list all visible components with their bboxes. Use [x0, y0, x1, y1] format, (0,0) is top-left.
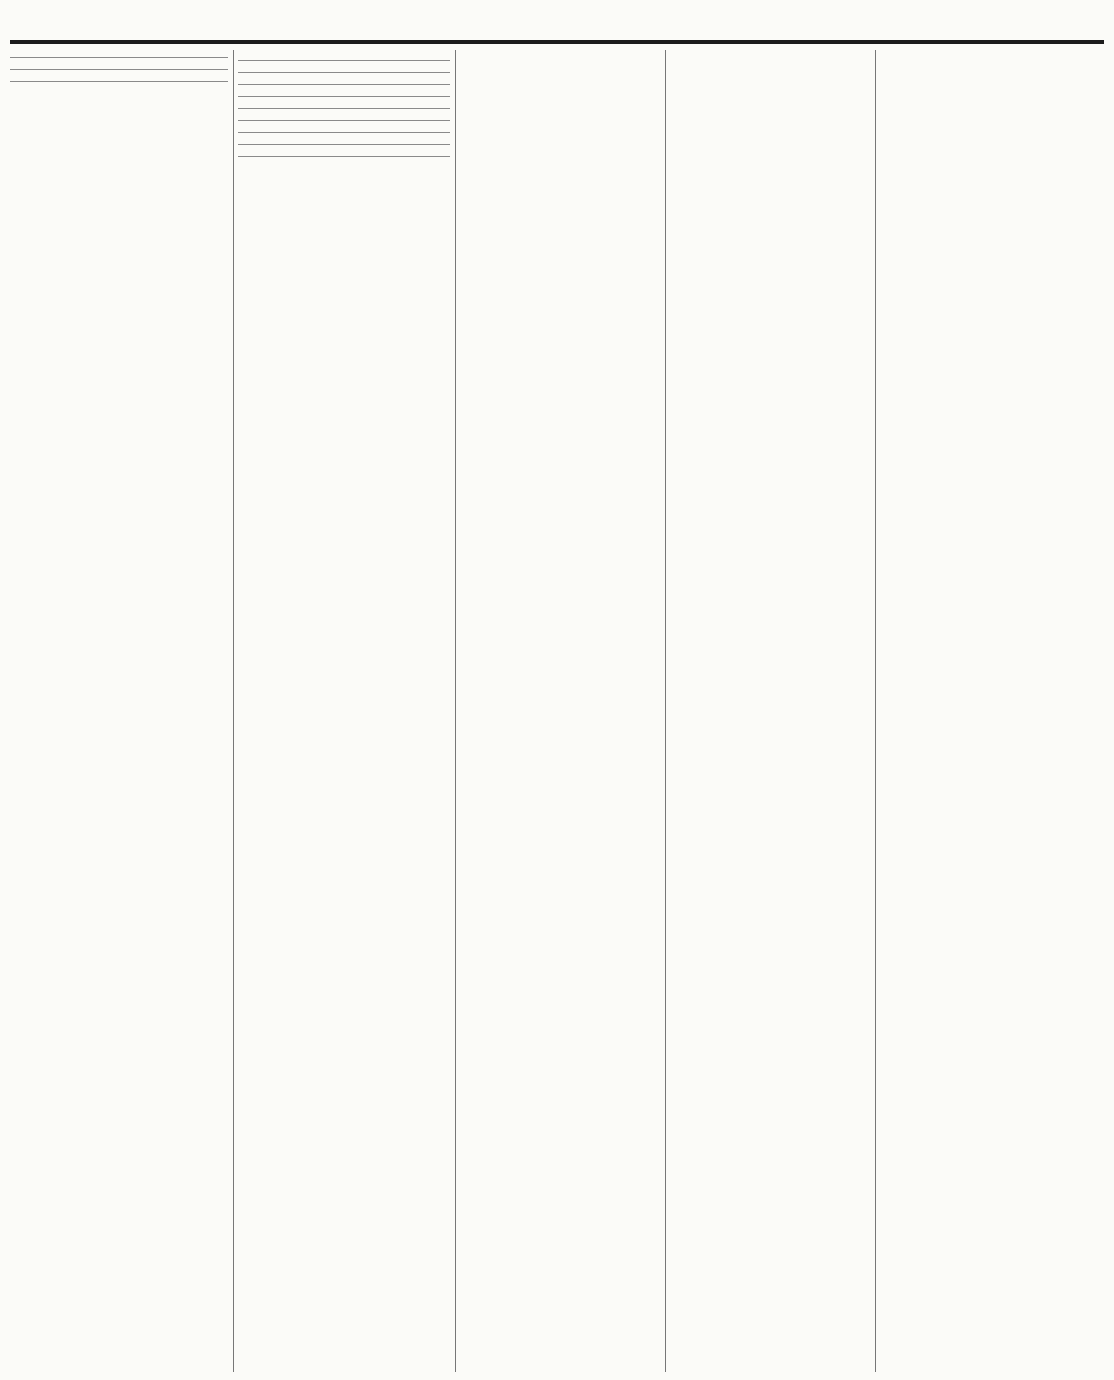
column-rule — [233, 50, 234, 1372]
ad-wanderer — [238, 65, 450, 73]
ad-henry-moss — [460, 50, 660, 57]
column-rule — [455, 50, 456, 1372]
ad-for-sale — [238, 101, 450, 109]
ad-to-be-let — [238, 161, 450, 168]
ad-woodford — [238, 137, 450, 145]
column-3 — [460, 50, 660, 1376]
ad-inwood — [238, 113, 450, 121]
column-2 — [238, 50, 450, 1376]
column-rule — [875, 50, 876, 1372]
ad-farmers-favourite — [10, 86, 228, 93]
ad-towton — [10, 50, 228, 58]
ad-notice-partnership — [238, 50, 450, 61]
masthead-rule — [10, 40, 1104, 44]
ad-duke — [10, 74, 228, 82]
ad-photographic — [238, 149, 450, 157]
ad-skeleton — [10, 62, 228, 70]
ad-brown-campbell — [238, 125, 450, 133]
ad-cradock — [238, 77, 450, 85]
column-rule — [665, 50, 666, 1372]
column-1 — [10, 50, 228, 1376]
ad-kaiapoi-society — [238, 89, 450, 97]
